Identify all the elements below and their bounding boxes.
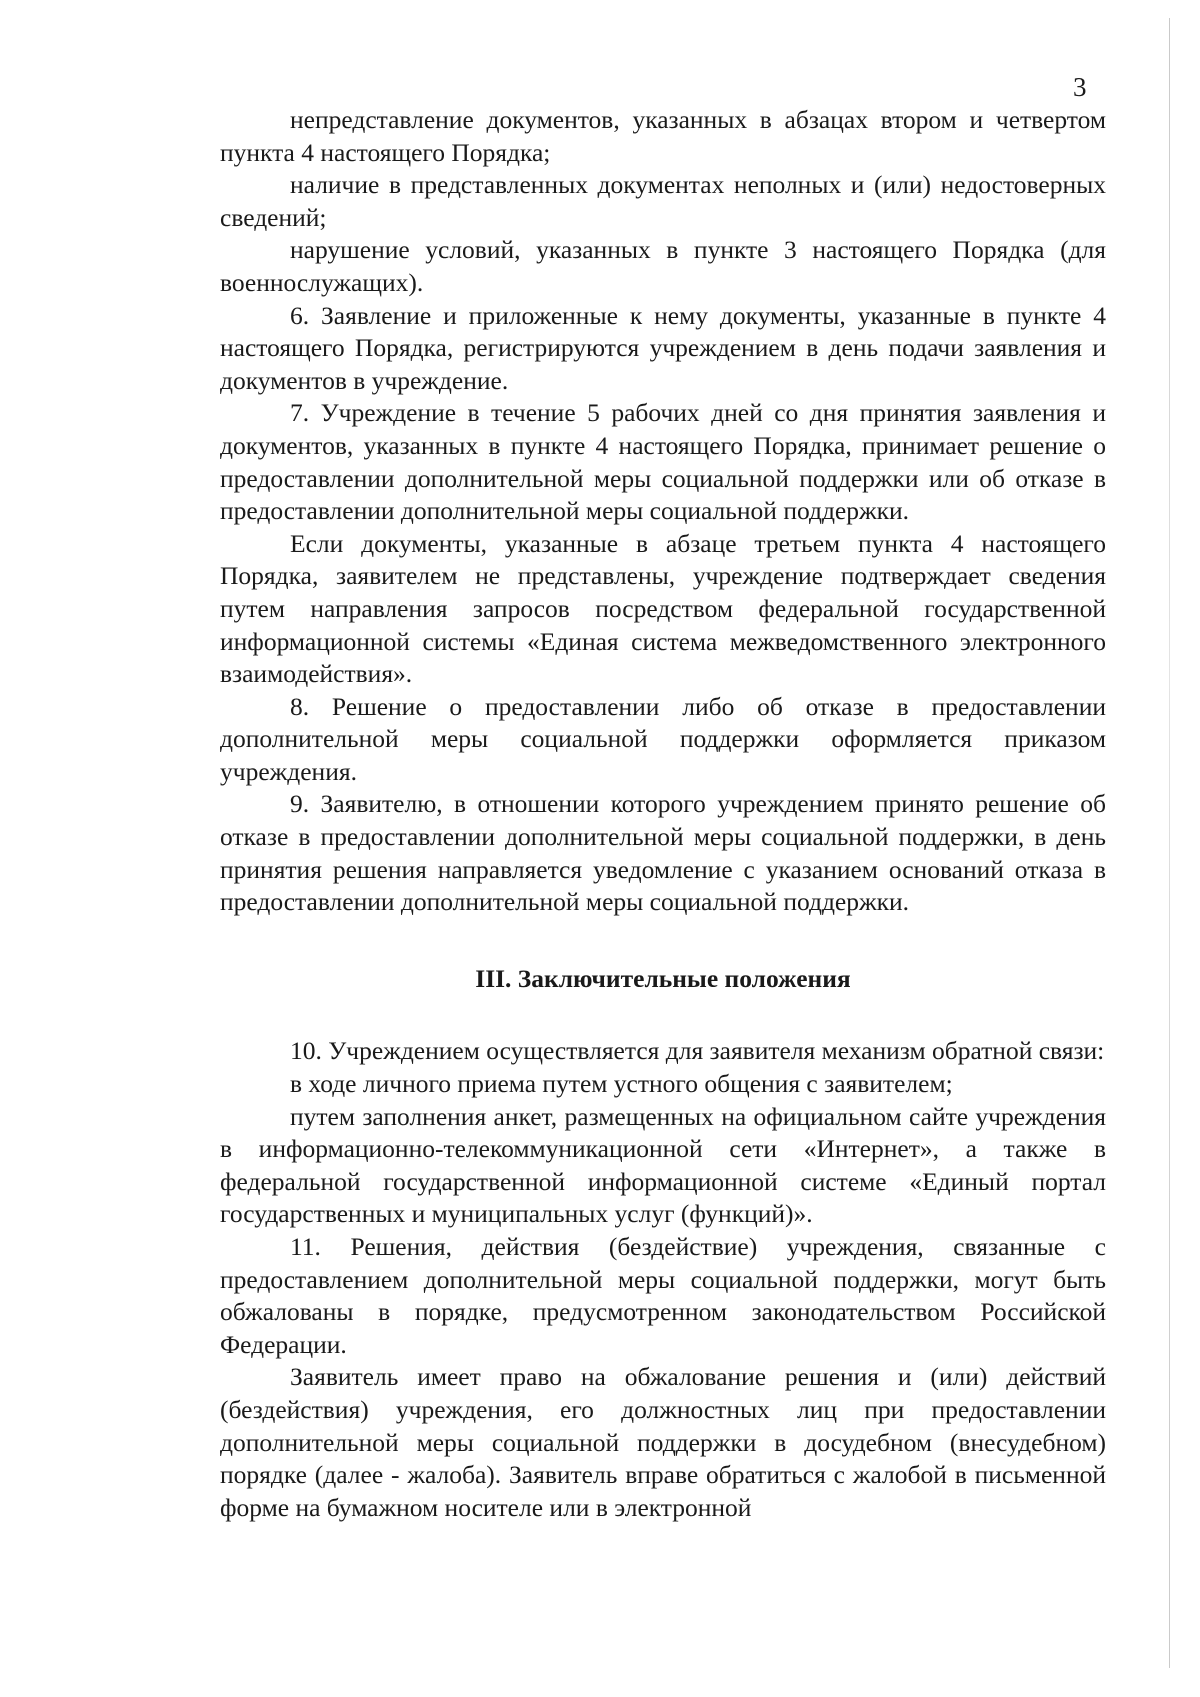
- paragraph: 10. Учреждением осуществляется для заявителя механизм обратной связи:: [290, 1036, 1105, 1066]
- paragraph: 7. Учреждение в течение 5 рабочих дней со дня принятия заявления и документов, указанных в пункте 4 настоящего Порядка, принимает решение о предоставлении дополнительной меры социальной поддержки или об отказе в предоставлении дополнительной меры социальной поддержки.: [220, 398, 1106, 526]
- paragraph: в ходе личного приема путем устного общения с заявителем;: [290, 1069, 953, 1099]
- paragraph: нарушение условий, указанных в пункте 3 настоящего Порядка (для военнослужащих).: [220, 235, 1106, 297]
- paragraph: Если документы, указанные в абзаце третьем пункта 4 настоящего Порядка, заявителем не представлены, учреждение подтверждает сведения путем направления запросов посредством федеральной государственной информационной системы «Единая система межведомственного электронного взаимодействия».: [220, 528, 1106, 689]
- paragraph: 8. Решение о предоставлении либо об отказе в предоставлении дополнительной меры социальной поддержки оформляется приказом учреждения.: [220, 691, 1106, 786]
- scan-edge-line: [1169, 18, 1170, 1668]
- paragraph: 6. Заявление и приложенные к нему документы, указанные в пункте 4 настоящего Порядка, регистрируются учреждением в день подачи заявления и документов в учреждение.: [220, 300, 1106, 395]
- document-body: [220, 104, 1106, 1524]
- paragraph: путем заполнения анкет, размещенных на официальном сайте учреждения в информационно-телекоммуникационной сети «Интернет», а также в федеральной государственной информационной системе «Единый портал государственных и муниципальных услуг (функций)».: [220, 1101, 1106, 1229]
- paragraph: Заявитель имеет право на обжалование решения и (или) действий (бездействия) учреждения, его должностных лиц при предоставлении дополнительной меры социальной поддержки в досудебном (внесудебном) порядке (далее - жалоба). Заявитель вправе обратиться с жалобой в письменной форме на бумажном носителе или в электронной: [220, 1362, 1106, 1522]
- section-heading: III. Заключительные положения: [475, 963, 851, 993]
- paragraph: 11. Решения, действия (бездействие) учреждения, связанные с предоставлением дополнительной меры социальной поддержки, могут быть обжалованы в порядке, предусмотренном законодательством Российской Федерации.: [220, 1232, 1106, 1359]
- paragraph: непредставление документов, указанных в абзацах втором и четвертом пункта 4 настоящего Порядка;: [220, 105, 1106, 167]
- paragraph: 9. Заявителю, в отношении которого учреждением принято решение об отказе в предоставлении дополнительной меры социальной поддержки, в день принятия решения направляется уведомление с указанием оснований отказа в предоставлении дополнительной меры социальной поддержки.: [220, 789, 1106, 917]
- page-number: 3: [1073, 72, 1087, 102]
- paragraph: наличие в представленных документах неполных и (или) недостоверных сведений;: [220, 170, 1106, 232]
